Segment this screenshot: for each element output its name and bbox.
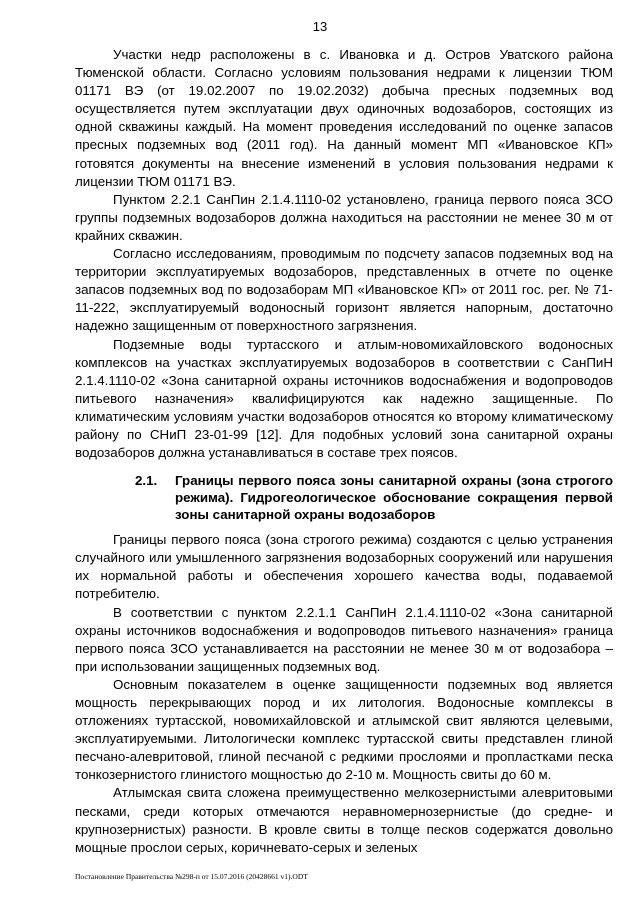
paragraph-atlym-suite: Атлымская свита сложена преимущественно мелкозернистыми алевритовыми песками, среди которых отмечаются неравномернозернистые (до средне- и крупнозернистых) разности. В кровле свиты в толще песков содержатся довольно мощные прослои серых, коричневато-серых и зеленых — [75, 785, 613, 855]
section-heading — [75, 472, 613, 523]
paragraph-subsoil-sites: Участки недр расположены в с. Ивановка и д. Остров Уватского района Тюменской области. Согласно условиям пользования недрами к лицензии ТЮМ 01171 ВЭ (от 19.02.2007 по 19.02.2032) добыча пресных подземных вод осуществляется путем эксплуатации двух одиночных водозаборов, состоящих из одной скважины каждый. На момент проведения исследований по оценке запасов пресных подземных вод (2011 год). На данный момент МП «Ивановское КП» готовятся документы на внесение изменений в условия пользования недрами к лицензии ТЮМ 01171 ВЭ. — [75, 47, 613, 189]
section-title: Границы первого пояса зоны санитарной охраны (зона строгого режима). Гидрогеологическое обоснование сокращения первой зоны санитарной охраны водозаборов — [175, 473, 613, 523]
section-number: 2.1. — [135, 473, 158, 489]
paragraph-research-results: Согласно исследованиям, проводимым по подсчету запасов подземных вод на территории эксплуатируемых водозаборов, представленных в отчете по оценке запасов подземных вод по водозаборам МП «Ивановское КП» от 2011 гос. рег. № 71-11-222, эксплуатируемый водоносный горизонт является напорным, достаточно надежно защищенным от поверхностного загрязнения. — [75, 246, 613, 334]
page-number: 13 — [312, 19, 328, 34]
paragraph-first-zone-purpose: Границы первого пояса (зона строгого режима) создаются с целью устранения случайного или умышленного загрязнения водозаборных сооружений или нарушения их нормальной работы и обеспечения хорошего качества воды, подаваемой потребителю. — [75, 532, 613, 602]
document-body — [75, 46, 613, 857]
paragraph-lithology: Основным показателем в оценке защищенности подземных вод является мощность перекрывающих пород и их литология. Водоносные комплексы в отложениях туртасской, новомихайловской и атлымской свит являются целевыми, эксплуатируемыми. Литологически комплекс туртасской свиты представлен глиной песчано-алевритовой, глиной песчаной с редкими прослоями и пропластками песка тонкозернистого глинистого мощностью до 2-10 м. Мощность свиты до 60 м. — [75, 676, 613, 783]
paragraph-first-zone-distance: В соответствии с пунктом 2.2.1.1 СанПиН 2.1.4.1110-02 «Зона санитарной охраны источников водоснабжения и водопроводов питьевого назначения» граница первого пояса ЗСО устанавливается на расстоянии не менее 30 м от водозабора – при использовании защищенных подземных вод. — [75, 604, 613, 674]
paragraph-sanpin-clause: Пунктом 2.2.1 СанПин 2.1.4.1110-02 установлено, граница первого пояса ЗСО группы подземных водозаборов должна находиться на расстоянии не менее 30 м от крайних скважин. — [75, 191, 613, 243]
document-footer: Постановление Правительства №298-п от 15.07.2016 (20428661 v1).ODT — [75, 872, 308, 881]
paragraph-aquifer-protection: Подземные воды туртасского и атлым-новомихайловского водоносных комплексов на участках эксплуатируемых водозаборов в соответствии с СанПиН 2.1.4.1110-02 «Зона санитарной охраны источников водоснабжения и водопроводов питьевого назначения» квалифицируются как надежно защищенные. По климатическим условиям участки водозаборов относятся ко второму климатическому району по СНиП 23-01-99 [12]. Для подобных условий зона санитарной охраны водозаборов должна устанавливаться в составе трех поясов. — [75, 336, 613, 461]
